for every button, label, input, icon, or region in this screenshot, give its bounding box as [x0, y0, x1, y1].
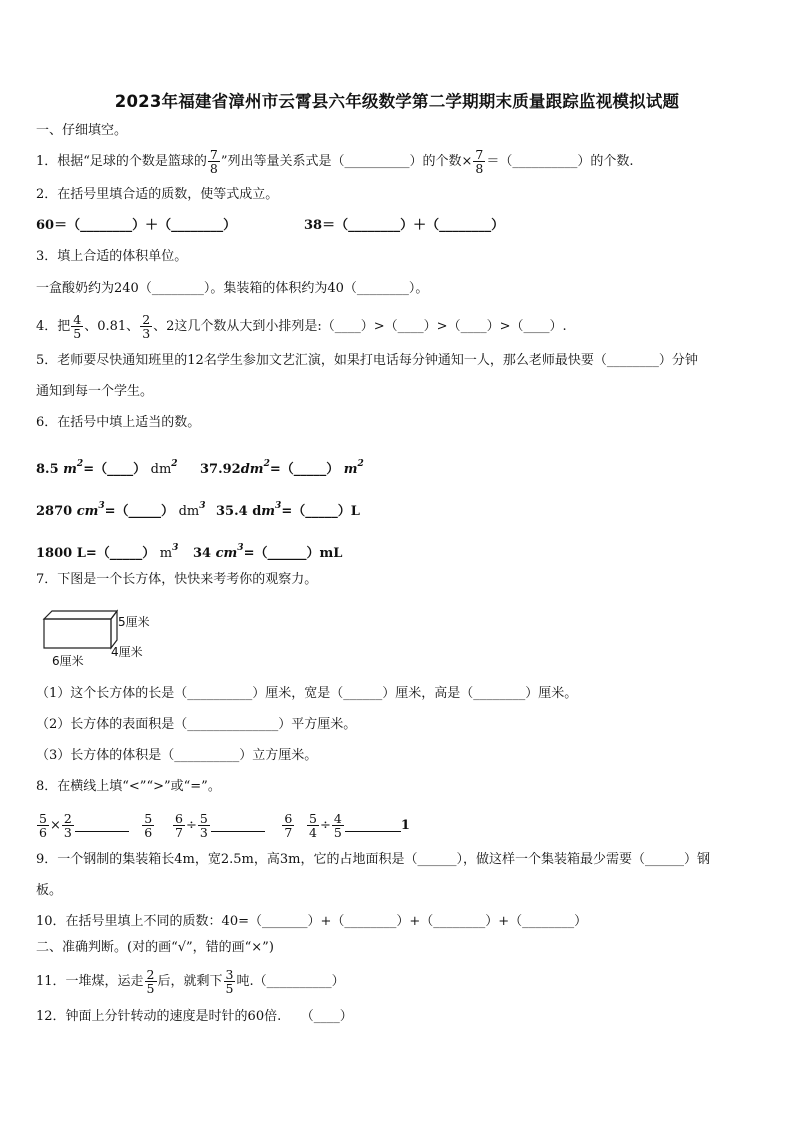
question-8: 8．在横线上填“<”“>”或“=”。	[36, 779, 221, 794]
fraction: $\frac{6}{7}$	[175, 811, 183, 840]
question-8-expression-3: $\frac{5}{4}$ ÷ $\frac{4}{5}$ 1	[309, 811, 410, 840]
section-heading-judge: 二、准确判断。(对的画“√”，错的画“×”)	[36, 940, 274, 955]
fraction: $\frac{4}{5}$	[73, 312, 82, 341]
answer-blank[interactable]	[345, 819, 401, 832]
question-9-line-2: 板。	[36, 883, 63, 898]
fraction: $\frac{6}{7}$	[284, 811, 293, 840]
cuboid-length-label: 6厘米	[52, 654, 84, 668]
question-6-row-3-b: 34 $cm^3=(\_\_\_\_\_\_)mL$	[193, 543, 343, 561]
question-2: 2．在括号里填合适的质数，使等式成立。	[36, 187, 279, 202]
question-6-row-2-a: 2870 $cm^3=(\_\_\_\_\_)$ $dm^3$	[36, 501, 206, 519]
question-4: 4．把 $\frac{4}{5}$ 、0.81、 $\frac{2}{3}$ 、2这几个数从大到小排列是:（____）>（____）>（____）>（____）.	[36, 312, 567, 341]
answer-blank[interactable]	[75, 819, 129, 832]
fraction: $\frac{4}{5}$	[333, 811, 342, 840]
question-6-row-1-a: 8.5 $m^2=(\_\_\_\_)$ $dm^2$	[36, 459, 178, 477]
fraction: $\frac{5}{3}$	[199, 811, 208, 840]
fraction: $\frac{2}{3}$	[142, 312, 151, 341]
fraction: $\frac{5}{4}$	[309, 811, 317, 840]
cuboid-figure	[38, 606, 118, 654]
question-8-expression-1: $\frac{5}{6}$ × $\frac{2}{3}$ $\frac{5}{6}$	[39, 811, 153, 840]
question-6: 6．在括号中填上适当的数。	[36, 415, 201, 430]
fraction: $\frac{3}{5}$	[225, 967, 234, 996]
page-title: 2023年福建省漳州市云霄县六年级数学第二学期期末质量跟踪监视模拟试题	[114, 92, 680, 111]
question-10: 10．在括号里填上不同的质数：40=（_______）+（________）+（________）+（________）	[36, 914, 588, 929]
question-1: 1．根据“足球的个数是篮球的 $\frac{7}{8}$ ”列出等量关系式是（__________）的个数× $\frac{7}{8}$ ＝（__________）的个数.	[36, 147, 634, 176]
question-9-line-1: 9．一个钢制的集装箱长4m，宽2.5m，高3m，它的占地面积是（______），做这样一个集装箱最少需要（______）钢	[36, 852, 710, 867]
fraction: $\frac{7}{8}$	[475, 147, 484, 176]
fraction: $\frac{2}{5}$	[146, 967, 155, 996]
question-5-line-2: 通知到每一个学生。	[36, 384, 154, 399]
question-3: 3．填上合适的体积单位。	[36, 249, 188, 264]
question-7-3: （3）长方体的体积是（__________）立方厘米。	[36, 748, 318, 763]
fraction: $\frac{5}{6}$	[39, 811, 47, 840]
question-7-1: （1）这个长方体的长是（__________）厘米，宽是（______）厘米，高是（________）厘米。	[36, 686, 578, 701]
fraction: $\frac{5}{6}$	[144, 811, 153, 840]
question-5-line-1: 5．老师要尽快通知班里的12名学生参加文艺汇演，如果打电话每分钟通知一人，那么老师最快要（________）分钟	[36, 353, 698, 368]
question-3-line: 一盒酸奶约为240（________）。集装箱的体积约为40（________）。	[36, 281, 429, 296]
question-11: 11．一堆煤，运走 $\frac{2}{5}$ 后，就剩下 $\frac{3}{5}$ 吨.（__________）	[36, 967, 345, 996]
question-12: 12．钟面上分针转动的速度是时针的60倍. （____）	[36, 1009, 353, 1024]
section-heading-fill: 一、仔细填空。	[36, 123, 128, 138]
fraction: $\frac{2}{3}$	[63, 811, 72, 840]
question-2-equation-2: 38＝（________）＋（________）	[304, 218, 505, 233]
question-2-equation-1: 60＝（________）＋（________）	[36, 218, 237, 233]
cuboid-height-label: 5厘米	[118, 615, 150, 629]
question-6-row-1-b: $37.92dm^2=(\_\_\_\_\_)$ $m^2$	[200, 459, 364, 477]
fraction: $\frac{7}{8}$	[209, 147, 218, 176]
question-7-2: （2）长方体的表面积是（______________）平方厘米。	[36, 717, 357, 732]
cuboid-width-label: 4厘米	[111, 645, 143, 659]
question-6-row-3-a: 1800 L=（_____） $m^3$	[36, 543, 179, 561]
question-8-expression-2: $\frac{6}{7}$ ÷ $\frac{5}{3}$ $\frac{6}{7}$	[175, 811, 293, 840]
question-6-row-2-b: 35.4 $dm^3=(\_\_\_\_\_)L$	[216, 501, 360, 519]
question-7: 7．下图是一个长方体，快快来考考你的观察力。	[36, 572, 318, 587]
answer-blank[interactable]	[211, 819, 265, 832]
